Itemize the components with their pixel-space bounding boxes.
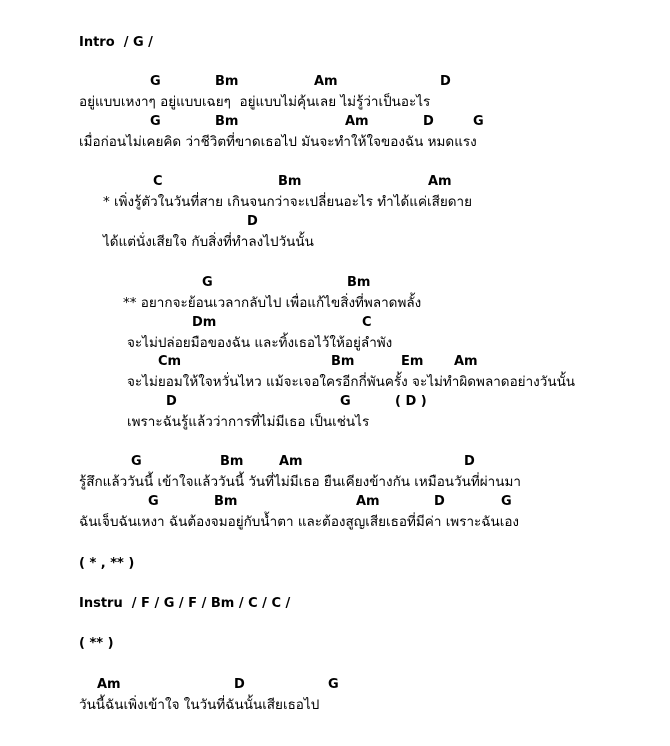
chord: Am (314, 74, 338, 89)
lyric-line: * เพิ่งรู้ตัวในวันที่สาย เกินจนกว่าจะเปลี่ยนอะไร ทำได้แค่เสียดาย (103, 194, 473, 210)
lyric-line: ** อยากจะย้อนเวลากลับไป เพื่อแก้ไขสิ่งที่พลาดพลั้ง (123, 295, 422, 311)
lyric-line: เพราะฉันรู้แล้วว่าการที่ไม่มีเธอ เป็นเช่นไร (127, 414, 370, 430)
instru-line: Instru / F / G / F / Bm / C / C / (79, 596, 291, 611)
chord: G (202, 275, 213, 290)
chord: G (150, 74, 161, 89)
chord: Dm (192, 315, 217, 330)
chord: D (434, 494, 445, 509)
lyric-line: ได้แต่นั่งเสียใจ กับสิ่งที่ทำลงไปวันนั้น (103, 234, 314, 250)
chord: Bm (331, 354, 355, 369)
chord: Am (345, 114, 369, 129)
chord: Am (428, 174, 452, 189)
lyric-line: จะไม่ยอมให้ใจหวั่นไหว แม้จะเจอใครอีกกี่พันครั้ง จะไม่ทำผิดพลาดอย่างวันนั้น (127, 374, 576, 390)
lyric-line: เมื่อก่อนไม่เคยคิด ว่าชีวิตที่ขาดเธอไป มันจะทำให้ใจของฉัน หมดแรง (79, 134, 477, 150)
repeat-marker: ( * , ** ) (79, 556, 135, 571)
chord: G (328, 677, 339, 692)
chord: ( D ) (395, 394, 427, 409)
chord: G (340, 394, 351, 409)
chord: C (362, 315, 372, 330)
chord: Em (401, 354, 424, 369)
intro-line: Intro / G / (79, 35, 153, 50)
chord: G (148, 494, 159, 509)
lyric-line: อยู่แบบเหงาๆ อยู่แบบเฉยๆ อยู่แบบไม่คุ้นเลย ไม่รู้ว่าเป็นอะไร (79, 94, 431, 110)
lyric-line: จะไม่ปล่อยมือของฉัน และทิ้งเธอไว้ให้อยู่ลำพัง (127, 335, 393, 351)
chord: G (501, 494, 512, 509)
chord: D (440, 74, 451, 89)
chord: D (234, 677, 245, 692)
chord: D (247, 214, 258, 229)
chord: G (150, 114, 161, 129)
lyric-line: รู้สึกแล้ววันนี้ เข้าใจแล้ววันนี้ วันที่ไม่มีเธอ ยืนเคียงข้างกัน เหมือนวันที่ผ่านมา (79, 474, 521, 490)
lyric-line: วันนี้ฉันเพิ่งเข้าใจ ในวันที่ฉันนั้นเสียเธอไป (79, 697, 320, 713)
chord: Am (356, 494, 380, 509)
chord: D (464, 454, 475, 469)
chord: D (166, 394, 177, 409)
chord: Bm (278, 174, 302, 189)
chord: Am (279, 454, 303, 469)
chord: C (153, 174, 163, 189)
chord: Am (454, 354, 478, 369)
chord: Bm (214, 494, 238, 509)
chord: Bm (220, 454, 244, 469)
chord: Bm (215, 74, 239, 89)
chord: Cm (158, 354, 182, 369)
chord: G (131, 454, 142, 469)
lyric-line: ฉันเจ็บฉันเหงา ฉันต้องจมอยู่กับน้ำตา และต้องสูญเสียเธอที่มีค่า เพราะฉันเอง (79, 514, 520, 530)
chord: Am (97, 677, 121, 692)
repeat-marker: ( ** ) (79, 636, 114, 651)
chord: D (423, 114, 434, 129)
chord: Bm (347, 275, 371, 290)
chord: G (473, 114, 484, 129)
chord: Bm (215, 114, 239, 129)
